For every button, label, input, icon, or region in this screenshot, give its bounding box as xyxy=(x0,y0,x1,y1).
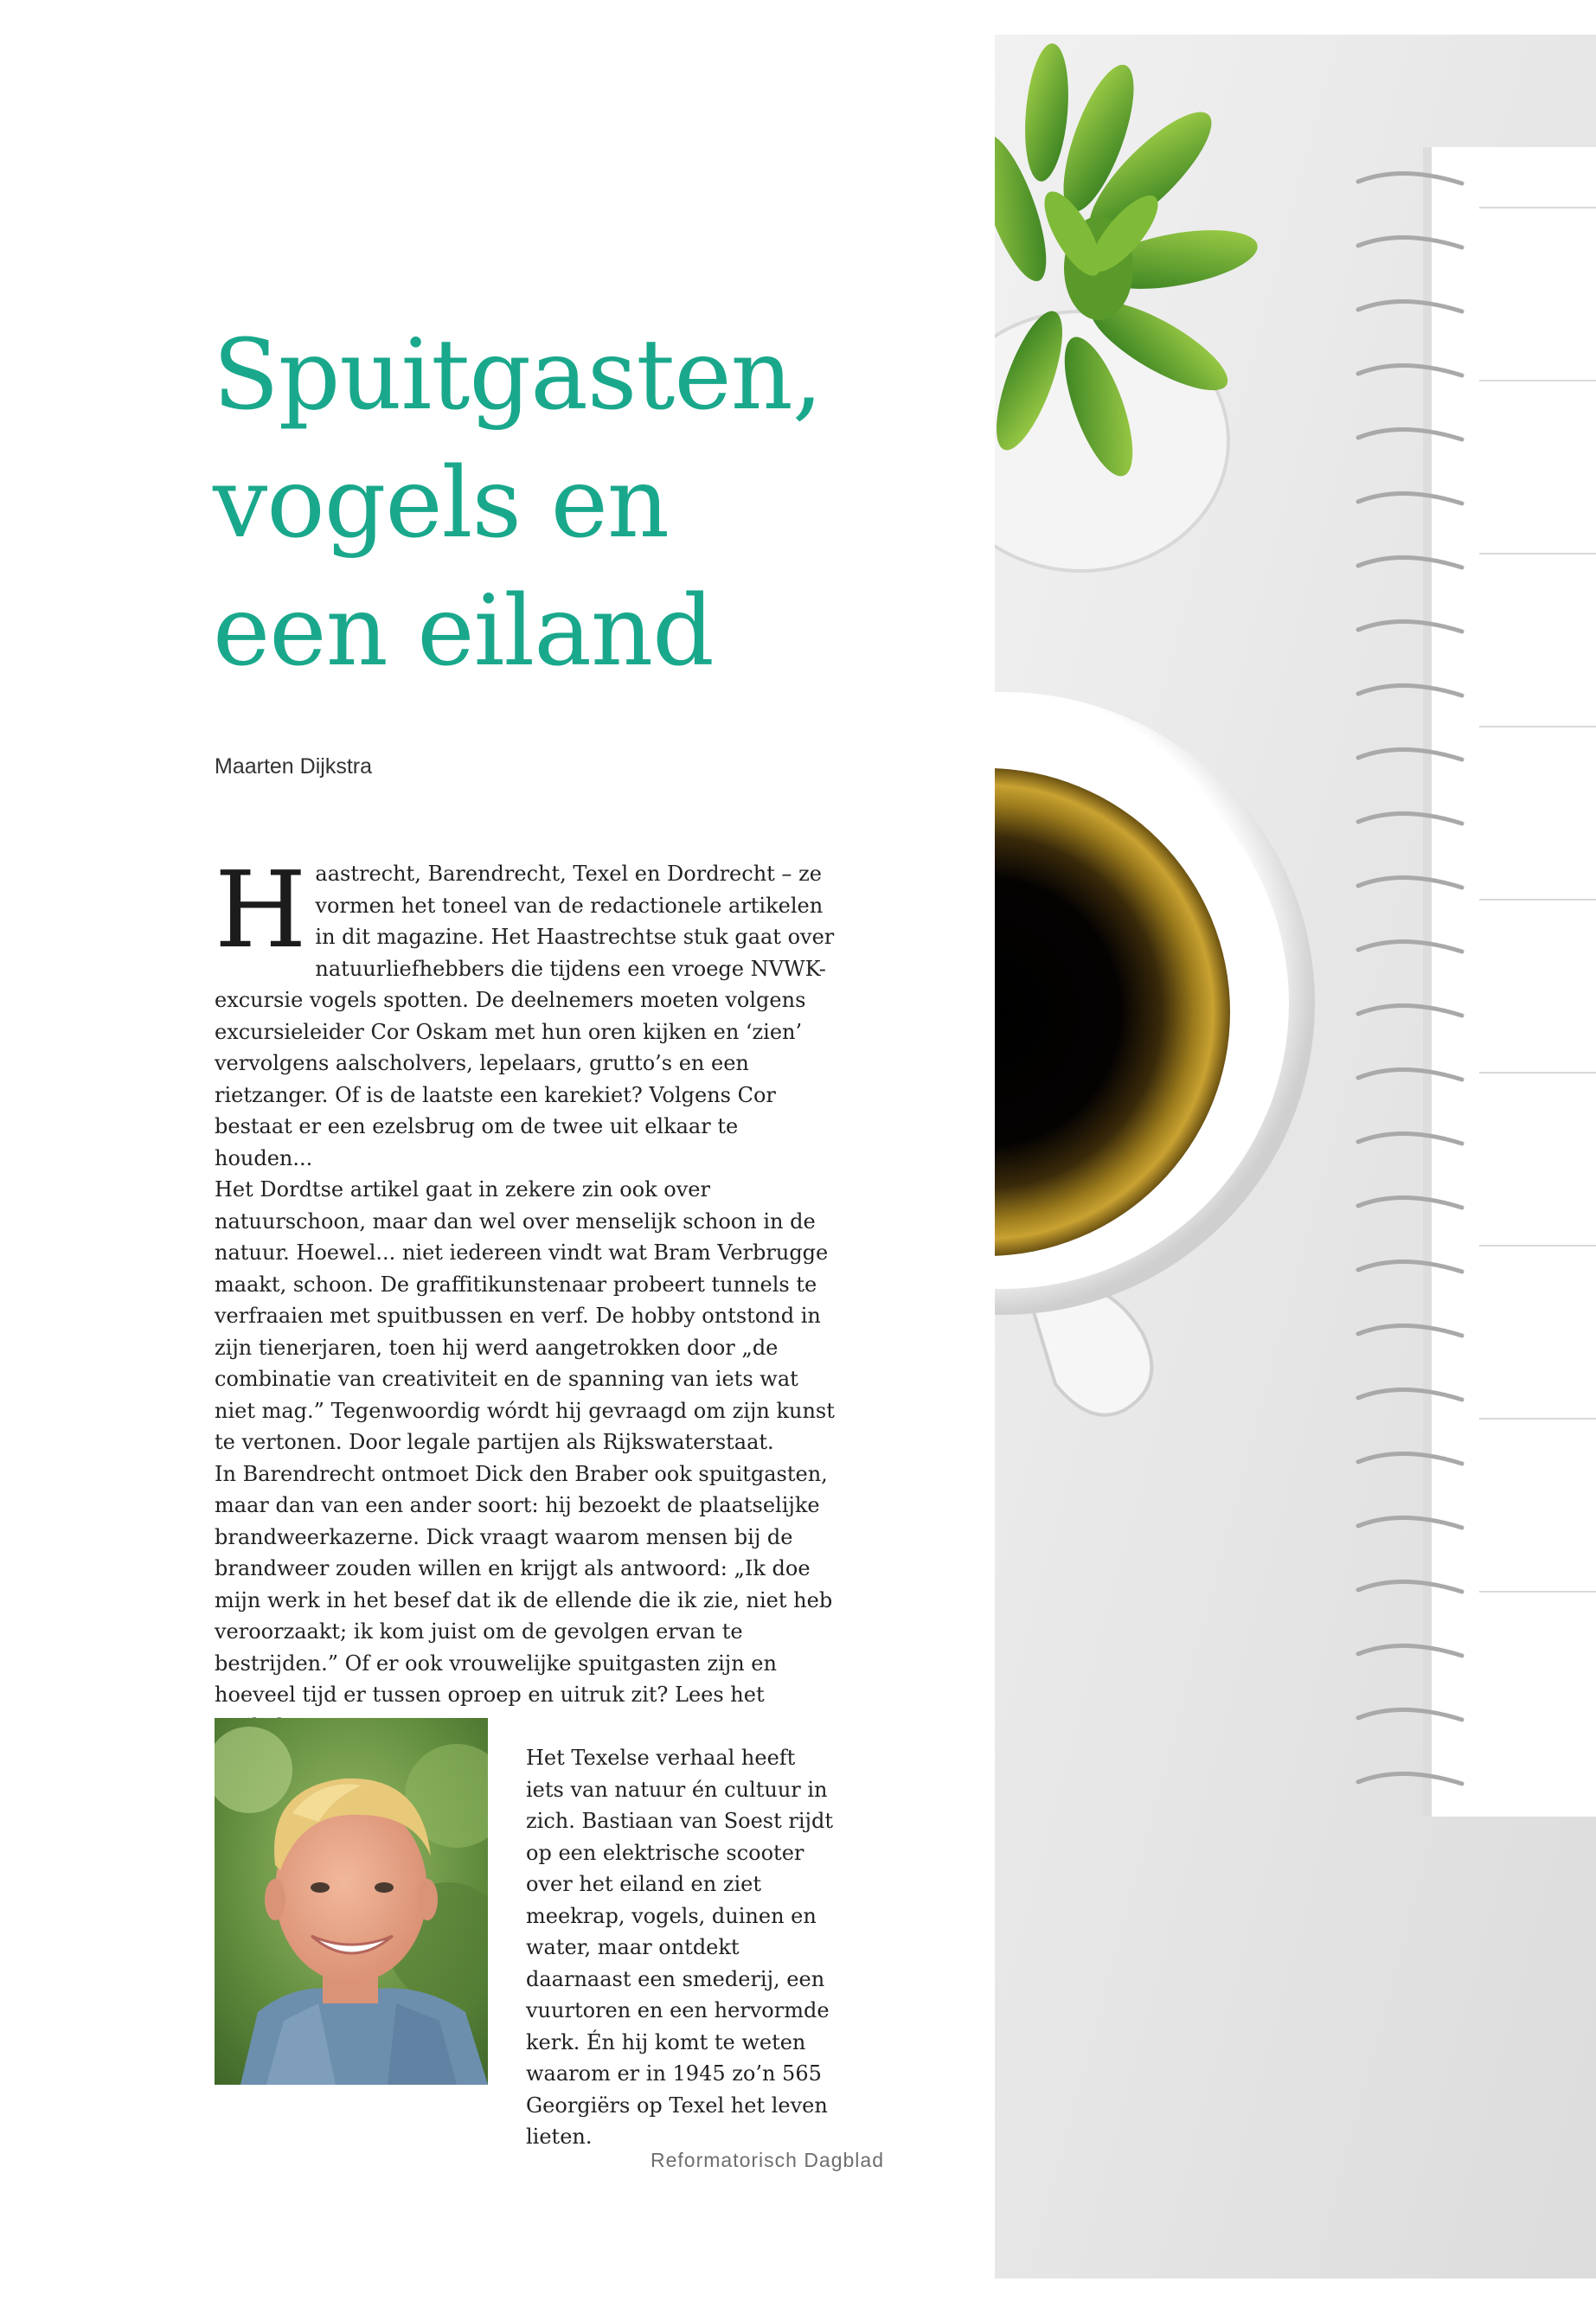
paragraph-barendrecht: In Barendrecht ontmoet Dick den Braber ook spuitgasten, maar dan van een ander soort: hij bezoekt de plaatselijke brandweerkazerne. Dick vraagt waarom mensen bij de brandweer zouden willen en krijgt als antwoord: „Ik doe mijn werk in het besef dat ik de ellende die ik zie, niet heb veroorzaakt; ik kom juist om de gevolgen ervan te bestrijden.” Of er ook vrouwelijke spuitgasten zijn en hoeveel tijd er tussen oproep en uitruk zit? Lees het xyxy=(215,1461,833,1707)
lead-paragraph xyxy=(215,849,839,1174)
publication-footer: Reformatorisch Dagblad xyxy=(651,2149,885,2171)
title-line-3: een eiland xyxy=(213,575,714,688)
title-line-2: vogels en xyxy=(213,447,669,560)
author-byline: Maarten Dijkstra xyxy=(215,754,372,779)
paragraph-dordrecht: Het Dordtse artikel gaat in zekere zin ook over natuurschoon, maar dan wel over menselijk schoon in de natuur. Hoewel... niet iedereen vindt wat Bram Verbrugge maakt, schoon. De graffitikunstenaar probeert tunnels te verfraaien met spuitbussen en verf. De hobby ontstond in zijn tienerjaren, toen hij werd aangetrokken door „de combinatie van creativiteit en de spanning van iets wat niet mag.” Tegenwoordig wórdt hij gevraagd om zijn kunst te vertonen. Door legale partijen als Rijkswaterstaat. xyxy=(215,1177,835,1454)
coffee-notebook-photo xyxy=(995,35,1596,2279)
author-portrait xyxy=(215,1718,488,2085)
paragraph-texel: Het Texelse verhaal heeft iets van natuur én cultuur in zich. Bastiaan van Soest rijdt op een elektrische scooter over het eiland en ziet meekrap, vogels, duinen en water, maar ontdekt daarnaast een smederij, een vuurtoren en een hervormde kerk. Én hij komt te weten waarom er in 1945 zo’n 565 Georgiërs op Texel het leven lieten. xyxy=(526,1746,833,2149)
lead-text: aastrecht, Barendrecht, Texel en Dordrecht – ze vormen het toneel van de redactionele artikelen in dit magazine. Het Haastrechtse stuk gaat over natuurliefhebbers die tijdens een vroege NVWK-excursie vogels spotten. De deelnemers moeten volgens excursieleider Cor Oskam met hun oren kijken en ‘zien’ vervolgens aalscholvers, lepelaars, grutto’s en een rietzanger. Of is de laatste een karekiet? Volgens Cor bestaat er een ezelsbrug om de twee uit elkaar te houden... xyxy=(215,862,835,1170)
title-line-1: Spuitgasten, xyxy=(213,319,823,432)
article-title xyxy=(213,311,974,695)
drop-cap: H xyxy=(215,849,307,971)
